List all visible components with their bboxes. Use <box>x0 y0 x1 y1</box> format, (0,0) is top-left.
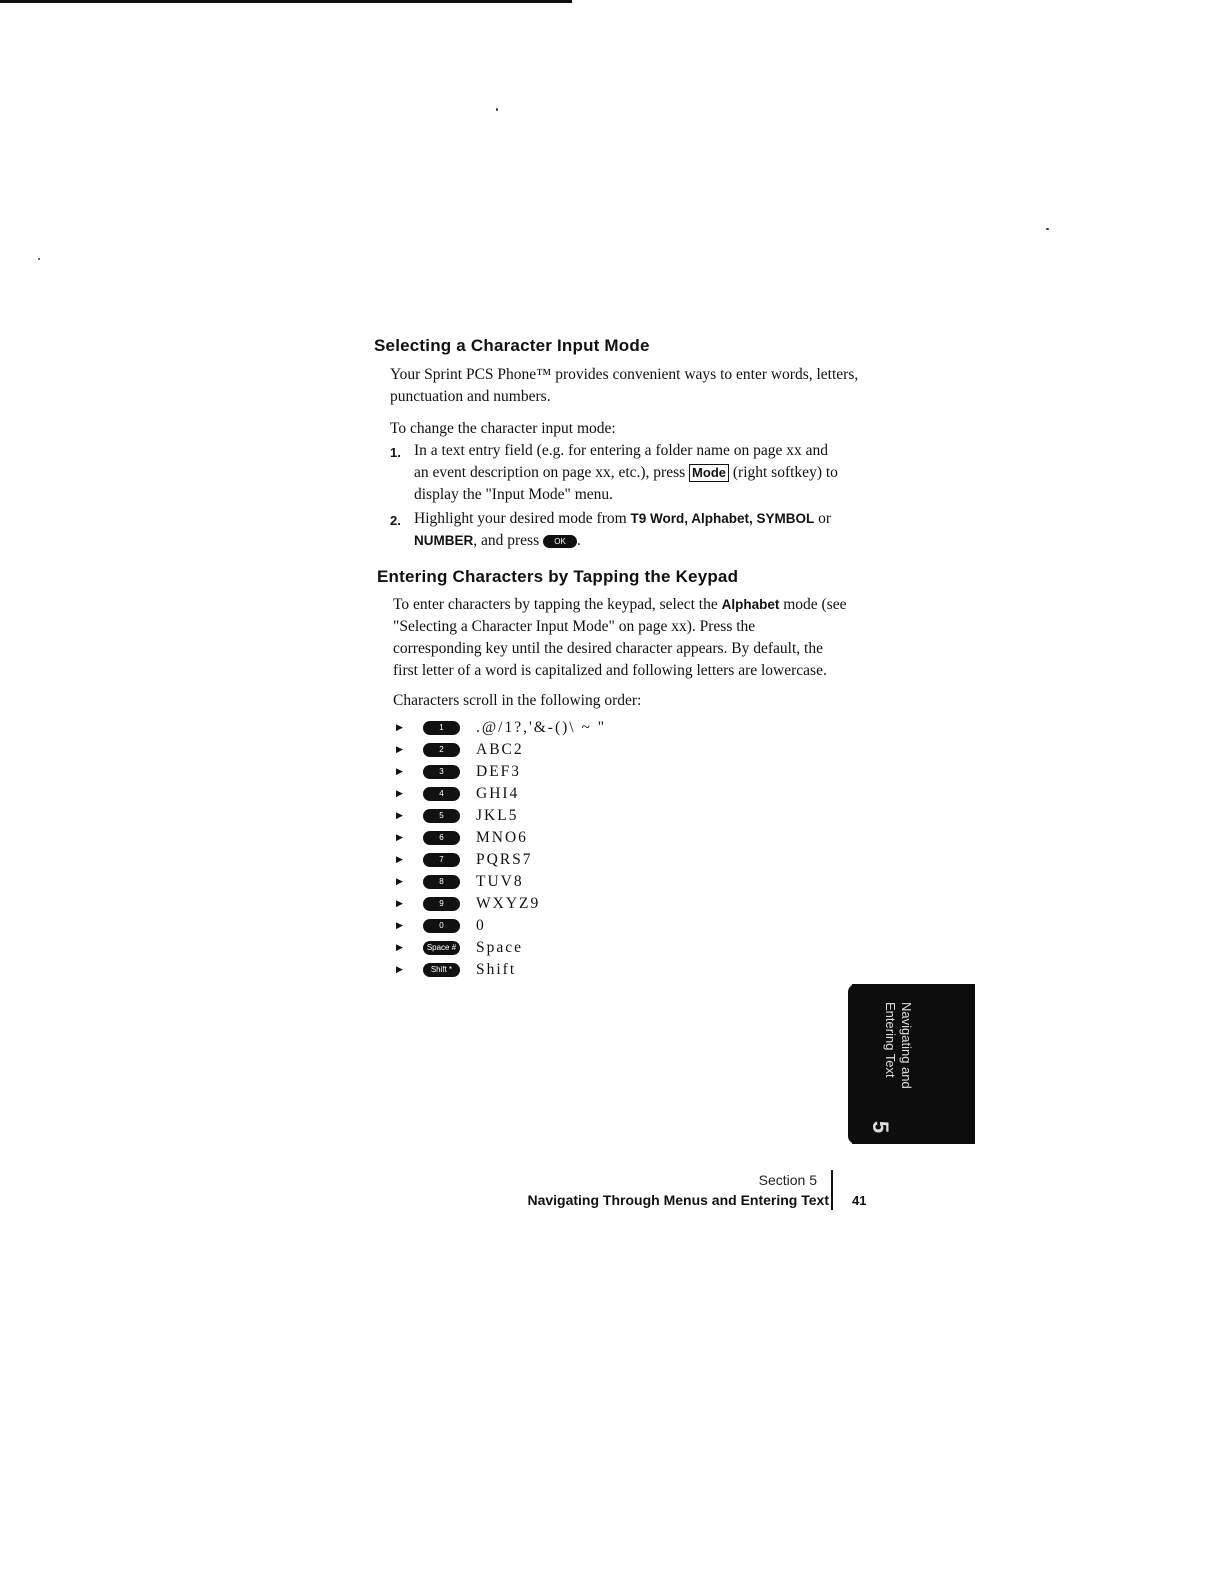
keypad-key-icon: Space # <box>423 941 460 955</box>
intro-paragraph <box>390 364 858 408</box>
key-character-list <box>396 718 796 982</box>
key-characters: PQRS7 <box>476 851 533 868</box>
key-row <box>396 784 796 806</box>
key-characters: Shift <box>476 961 517 978</box>
footer-divider <box>831 1170 833 1210</box>
mode-softkey-label: Mode <box>689 464 729 482</box>
key-row <box>396 828 796 850</box>
key-characters: Space <box>476 939 524 956</box>
intro-line-1: Your Sprint PCS Phone™ provides convenient ways to enter words, letters, <box>390 366 859 383</box>
key-row <box>396 916 796 938</box>
key-row <box>396 894 796 916</box>
step-2-body <box>414 508 831 552</box>
step-1-line-2b: (right softkey) to <box>729 464 838 481</box>
keypad-key-icon: 1 <box>423 721 460 735</box>
key-characters: .@/1?,'&-()\ ~ " <box>476 719 607 736</box>
keypad-key-icon: 2 <box>423 743 460 757</box>
step-2-line-1b: or <box>814 510 832 527</box>
chapter-side-tab <box>852 984 975 1144</box>
key-row <box>396 806 796 828</box>
keypad-key-icon: 7 <box>423 853 460 867</box>
key-row <box>396 740 796 762</box>
step-1-body <box>414 440 838 506</box>
chapter-tab-text <box>870 1002 962 1094</box>
keypad-key-icon: 4 <box>423 787 460 801</box>
keypad-key-icon: 8 <box>423 875 460 889</box>
scroll-order-text: Characters scroll in the following order: <box>393 692 642 709</box>
step-2-number-mode: NUMBER <box>414 533 474 548</box>
step-2-number: 2. <box>390 513 401 528</box>
scan-speck <box>38 258 40 260</box>
alphabet-mode-label: Alphabet <box>721 597 780 612</box>
bullet-arrow-icon: ▶ <box>396 767 403 777</box>
keypad-line-3: corresponding key until the desired character appears. By default, the <box>393 640 823 657</box>
step-2-modes: T9 Word, Alphabet, SYMBOL <box>630 511 815 526</box>
chapter-tab-line-1: Navigating and <box>899 1002 914 1089</box>
step-2-line-1a: Highlight your desired mode from <box>414 510 631 527</box>
keypad-line-4: first letter of a word is capitalized and following letters are lowercase. <box>393 662 827 679</box>
keypad-line-1a: To enter characters by tapping the keypad, select the <box>393 596 722 613</box>
keypad-line-2: "Selecting a Character Input Mode" on page xx). Press the <box>393 618 756 635</box>
step-1-number: 1. <box>390 445 401 460</box>
bullet-arrow-icon: ▶ <box>396 745 403 755</box>
key-characters: GHI4 <box>476 785 520 802</box>
footer-section-label: Section 5 <box>758 1172 817 1188</box>
key-row <box>396 762 796 784</box>
page-number: 41 <box>852 1193 867 1208</box>
keypad-key-icon: 0 <box>423 919 460 933</box>
key-characters: TUV8 <box>476 873 524 890</box>
change-mode-text: To change the character input mode: <box>390 420 616 437</box>
bullet-arrow-icon: ▶ <box>396 855 403 865</box>
key-row <box>396 850 796 872</box>
key-row <box>396 938 796 960</box>
keypad-key-icon: 6 <box>423 831 460 845</box>
step-2-line-2: , and press <box>473 532 543 549</box>
keypad-key-icon: Shift * <box>423 963 460 977</box>
intro-line-2: punctuation and numbers. <box>390 388 551 405</box>
key-characters: WXYZ9 <box>476 895 541 912</box>
scan-speck <box>1046 228 1049 230</box>
key-characters: ABC2 <box>476 741 524 758</box>
chapter-number: 5 <box>868 1120 894 1134</box>
step-1 <box>390 440 850 506</box>
keypad-key-icon: 9 <box>423 897 460 911</box>
key-characters: DEF3 <box>476 763 522 780</box>
bullet-arrow-icon: ▶ <box>396 877 403 887</box>
section-heading-keypad: Entering Characters by Tapping the Keypad <box>377 567 739 586</box>
bullet-arrow-icon: ▶ <box>396 789 403 799</box>
keypad-key-icon: 3 <box>423 765 460 779</box>
section-heading-input-mode: Selecting a Character Input Mode <box>374 336 650 355</box>
key-row <box>396 718 796 740</box>
key-row <box>396 960 796 982</box>
step-1-line-2a: an event description on page xx, etc.), press <box>414 464 690 481</box>
bullet-arrow-icon: ▶ <box>396 723 403 733</box>
footer-chapter-title: Navigating Through Menus and Entering Text <box>527 1192 829 1208</box>
chapter-tab-line-2: Entering Text <box>883 1002 898 1078</box>
bullet-arrow-icon: ▶ <box>396 811 403 821</box>
bullet-arrow-icon: ▶ <box>396 921 403 931</box>
key-characters: MNO6 <box>476 829 528 846</box>
step-2 <box>390 508 850 552</box>
step-2-end: . <box>577 532 581 549</box>
step-1-line-1: In a text entry field (e.g. for entering a folder name on page xx and <box>414 442 829 459</box>
keypad-key-icon: 5 <box>423 809 460 823</box>
bullet-arrow-icon: ▶ <box>396 833 403 843</box>
bullet-arrow-icon: ▶ <box>396 965 403 975</box>
key-characters: 0 <box>476 917 486 934</box>
key-characters: JKL5 <box>476 807 519 824</box>
bullet-arrow-icon: ▶ <box>396 943 403 953</box>
bullet-arrow-icon: ▶ <box>396 899 403 909</box>
scan-speck <box>496 108 498 111</box>
step-1-line-3: display the "Input Mode" menu. <box>414 486 614 503</box>
keypad-paragraph <box>393 594 847 682</box>
top-rule <box>0 0 572 3</box>
keypad-line-1b: mode (see <box>779 596 847 613</box>
key-row <box>396 872 796 894</box>
ok-key-icon: OK <box>543 535 577 548</box>
